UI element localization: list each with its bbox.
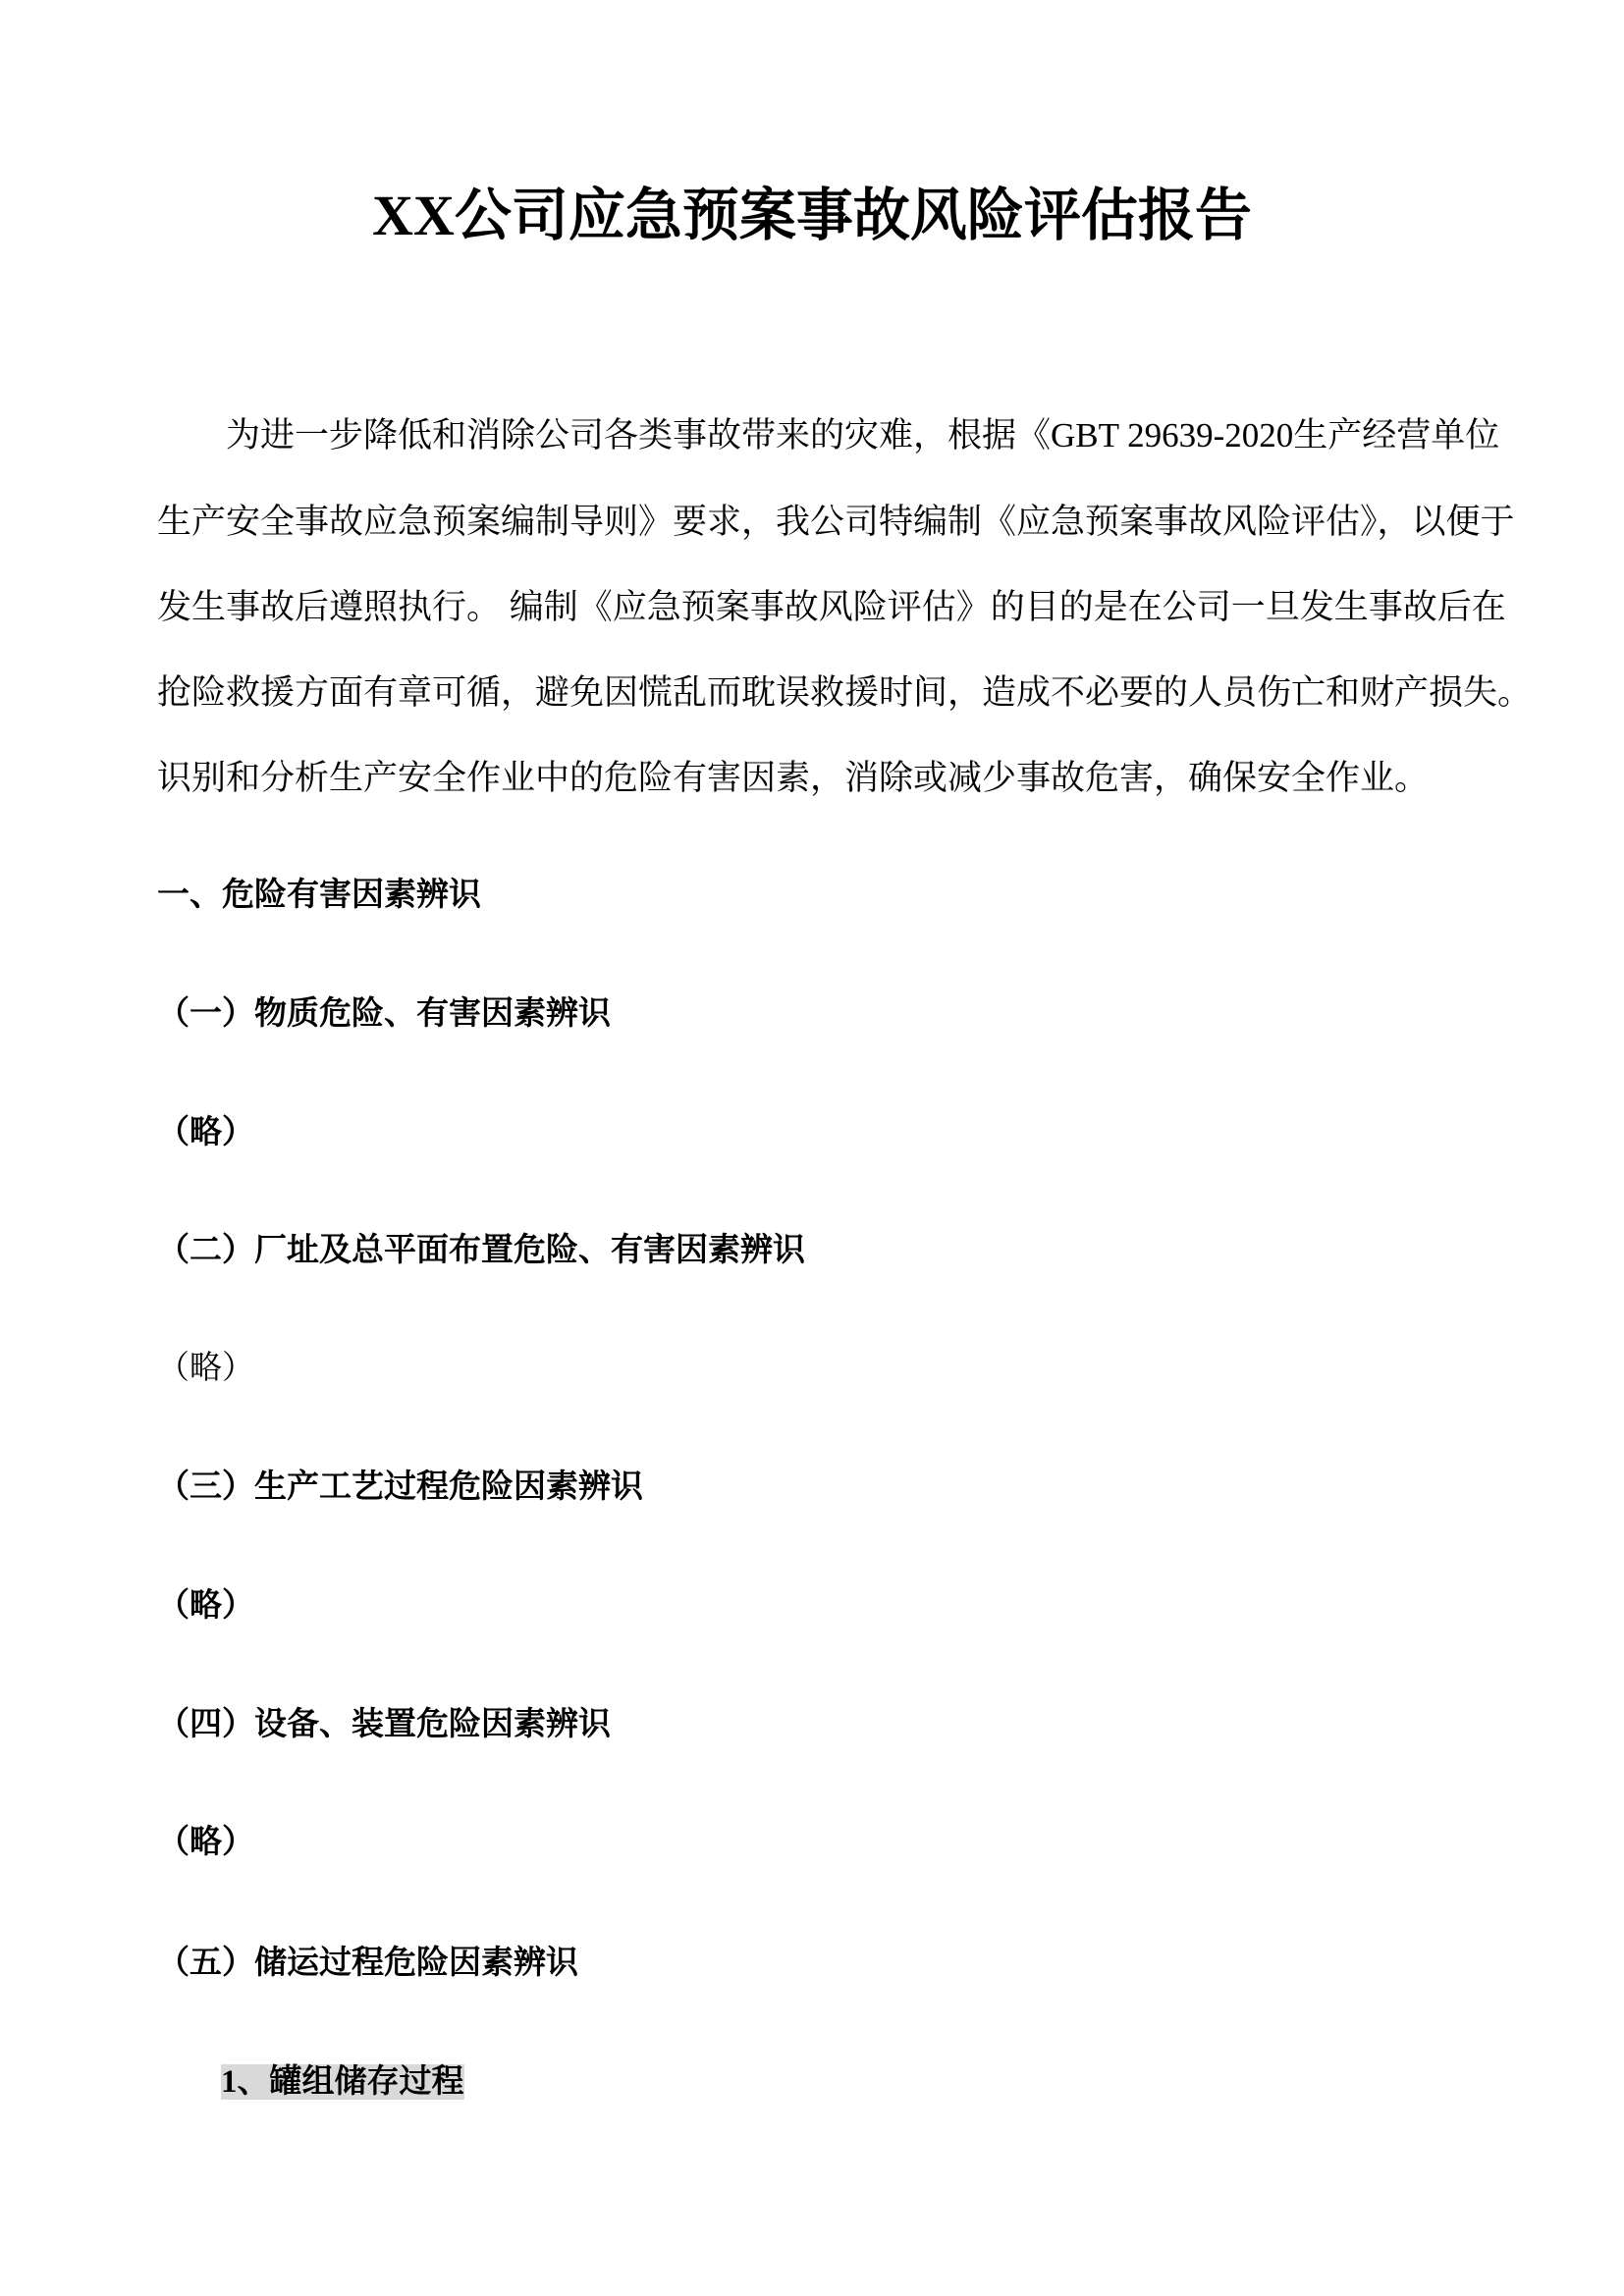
document-title: XX公司应急预案事故风险评估报告 bbox=[372, 184, 1252, 247]
subsection-body: （略） bbox=[157, 1588, 254, 1624]
subsection-heading: （三）生产工艺过程危险因素辨识 bbox=[157, 1469, 643, 1505]
intro-line-2: 生产安全事故应急预案编制导则》要求，我公司特编制《应急预案事故风险评估》，以便于 bbox=[157, 503, 1515, 541]
subsection-body: （略） bbox=[157, 1825, 254, 1860]
highlighted-item-heading: 1、罐组储存过程 bbox=[221, 2064, 464, 2100]
subsection-heading: （四）设备、装置危险因素辨识 bbox=[157, 1707, 611, 1742]
subsection-body: （略） bbox=[157, 1351, 254, 1386]
subsection-heading: （一）物质危险、有害因素辨识 bbox=[157, 996, 611, 1032]
subsection-body: （略） bbox=[157, 1115, 254, 1150]
subsection-heading: （二）厂址及总平面布置危险、有害因素辨识 bbox=[157, 1233, 805, 1268]
intro-line-3: 发生事故后遵照执行。 编制《应急预案事故风险评估》的目的是在公司一旦发生事故后在 bbox=[157, 588, 1506, 626]
item-heading bbox=[221, 2060, 464, 2104]
section-heading: 一、危险有害因素辨识 bbox=[157, 878, 481, 913]
subsection-heading: （五）储运过程危险因素辨识 bbox=[157, 1946, 578, 1981]
intro-line-1: 为进一步降低和消除公司各类事故带来的灾难，根据《GBT 29639-2020生产经营单位 bbox=[226, 416, 1500, 454]
intro-line-5: 识别和分析生产安全作业中的危险有害因素，消除或减少事故危害，确保安全作业。 bbox=[157, 759, 1430, 797]
intro-line-4: 抢险救援方面有章可循，避免因慌乱而耽误救援时间，造成不必要的人员伤亡和财产损失。 bbox=[157, 673, 1533, 712]
